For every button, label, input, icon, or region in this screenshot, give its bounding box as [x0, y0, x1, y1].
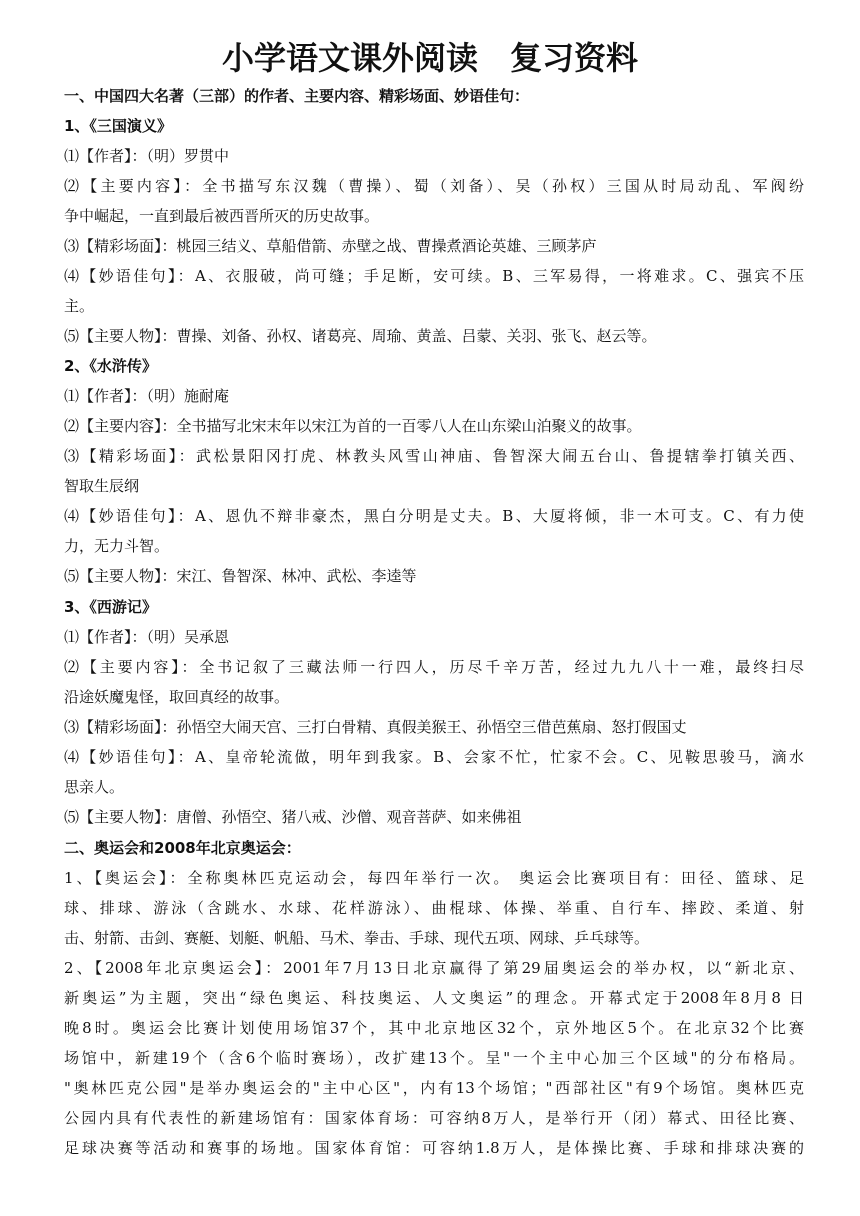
- text-line: ⑶【精彩场面】：武松景阳冈打虎、林教头风雪山神庙、鲁智深大闹五台山、鲁提辖拳打镇关西、: [64, 447, 804, 465]
- text-line: ⑵【主要内容】：全书记叙了三藏法师一行四人，历尽千辛万苦，经过九九八十一难，最终扫尽: [64, 658, 804, 676]
- text-line: ⑴【作者】：（明）吴承恩: [64, 628, 230, 646]
- page-title: 小学语文课外阅读 复习资料: [221, 39, 638, 77]
- text-line: ⑶【精彩场面】：桃园三结义、草船借箭、赤壁之战、曹操煮酒论英雄、三顾茅庐: [64, 237, 597, 255]
- text-line: 争中崛起，一直到最后被西晋所灭的历史故事。: [64, 207, 380, 225]
- text-line: ⑷【妙语佳句】：A、皇帝轮流做，明年到我家。B、会家不忙，忙家不会。C、见鞍思骏马，滴水: [64, 748, 804, 766]
- text-line: ⑷【妙语佳句】：A、衣服破，尚可缝；手足断，安可续。B、三军易得，一将难求。C、强宾不压: [64, 267, 804, 285]
- section-heading: 3、《西游记》: [64, 598, 157, 616]
- text-line: 场馆中，新建19个（含6个临时赛场），改扩建13个。呈"一个主中心加三个区域"的分布格局。: [64, 1049, 804, 1067]
- text-line: 足球决赛等活动和赛事的场地。国家体育馆：可容纳1.8万人，是体操比赛、手球和排球决赛的: [64, 1139, 804, 1157]
- text-line: ⑵【主要内容】：全书描写北宋末年以宋江为首的一百零八人在山东梁山泊聚义的故事。: [64, 417, 642, 435]
- text-line: 击、射箭、击剑、赛艇、划艇、帆船、马术、拳击、手球、现代五项、网球、乒乓球等。: [64, 929, 650, 947]
- text-line: 思亲人。: [64, 778, 125, 796]
- text-line: 球、排球、游泳（含跳水、水球、花样游泳）、曲棍球、体操、举重、自行车、摔跤、柔道、射: [64, 899, 804, 917]
- text-line: ⑴【作者】：（明）施耐庵: [64, 387, 230, 405]
- text-line: ⑵【主要内容】：全书描写东汉魏（曹操）、蜀（刘备）、吴（孙权）三国从时局动乱、军阀纷: [64, 177, 804, 195]
- section-heading: 2、《水浒传》: [64, 357, 157, 375]
- text-line: 2、【2008年北京奥运会】：2001年7月13日北京赢得了第29届奥运会的举办权，以“新北京、: [64, 959, 804, 977]
- text-line: ⑷【妙语佳句】：A、恩仇不辩非豪杰，黑白分明是丈夫。B、大厦将倾，非一木可支。C、有力使: [64, 507, 804, 525]
- section-heading: 1、《三国演义》: [64, 117, 172, 135]
- text-line: 主。: [64, 297, 95, 315]
- text-line: 公园内具有代表性的新建场馆有：国家体育场：可容纳8万人，是举行开（闭）幕式、田径比赛、: [64, 1109, 804, 1127]
- text-line: 沿途妖魔鬼怪，取回真经的故事。: [64, 688, 290, 706]
- text-line: 新奥运”为主题，突出“绿色奥运、科技奥运、人文奥运”的理念。开幕式定于2008年8月8 日: [64, 989, 804, 1007]
- text-line: ⑸【主要人物】：宋江、鲁智深、林冲、武松、李逵等: [64, 567, 417, 585]
- text-line: 晚8时。奥运会比赛计划使用场馆37个，其中北京地区32个，京外地区5个。在北京32个比赛: [64, 1019, 804, 1037]
- text-line: ⑸【主要人物】：唐僧、孙悟空、猪八戒、沙僧、观音菩萨、如来佛祖: [64, 808, 522, 826]
- section-heading: 一、中国四大名著（三部）的作者、主要内容、精彩场面、妙语佳句：: [64, 87, 530, 105]
- text-line: 智取生辰纲: [64, 477, 140, 495]
- text-line: 力，无力斗智。: [64, 537, 170, 555]
- text-line: ⑶【精彩场面】：孙悟空大闹天宫、三打白骨精、真假美猴王、孙悟空三借芭蕉扇、怒打假国丈: [64, 718, 687, 736]
- section-heading: 二、奥运会和2008年北京奥运会：: [64, 839, 301, 857]
- text-line: ⑸【主要人物】：曹操、刘备、孙权、诸葛亮、周瑜、黄盖、吕蒙、关羽、张飞、赵云等。: [64, 327, 657, 345]
- text-line: "奥林匹克公园"是举办奥运会的"主中心区"，内有13个场馆；"西部社区"有9个场馆。奥林匹克: [64, 1079, 804, 1097]
- text-line: ⑴【作者】：（明）罗贯中: [64, 147, 230, 165]
- text-line: 1、【奥运会】：全称奥林匹克运动会，每四年举行一次。 奥运会比赛项目有：田径、篮球、足: [64, 869, 804, 887]
